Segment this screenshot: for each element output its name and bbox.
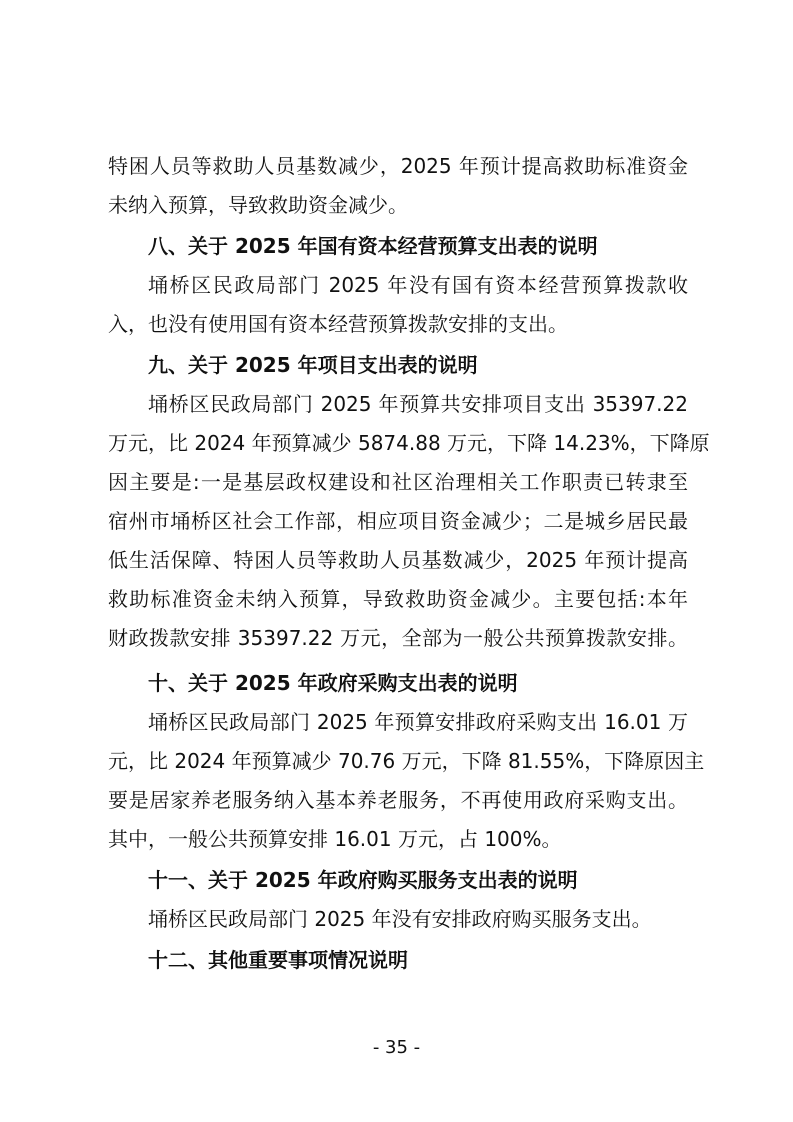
body-line: 埇桥区民政局部门 2025 年预算安排政府采购支出 16.01 万 xyxy=(148,710,688,734)
section-9-heading: 九、关于 2025 年项目支出表的说明 xyxy=(148,353,478,377)
body-line: 救助标准资金未纳入预算，导致救助资金减少。主要包括:本年 xyxy=(108,587,688,611)
section-12-heading: 十二、其他重要事项情况说明 xyxy=(148,948,408,972)
body-line: 埇桥区民政局部门 2025 年没有安排政府购买服务支出。 xyxy=(148,907,652,931)
section-8-heading: 八、关于 2025 年国有资本经营预算支出表的说明 xyxy=(148,234,598,258)
body-line: 宿州市埇桥区社会工作部，相应项目资金减少；二是城乡居民最 xyxy=(108,509,688,533)
body-line: 入，也没有使用国有资本经营预算拨款安排的支出。 xyxy=(108,312,568,336)
body-line: 元，比 2024 年预算减少 70.76 万元，下降 81.55%，下降原因主 xyxy=(108,749,705,773)
page-number: - 35 - xyxy=(372,1037,421,1058)
body-line: 因主要是:一是基层政权建设和社区治理相关工作职责已转隶至 xyxy=(108,470,688,494)
body-line: 未纳入预算，导致救助资金减少。 xyxy=(108,193,408,217)
body-line: 财政拨款安排 35397.22 万元，全部为一般公共预算拨款安排。 xyxy=(108,626,688,650)
body-line: 其中，一般公共预算安排 16.01 万元，占 100%。 xyxy=(108,827,562,851)
body-line: 埇桥区民政局部门 2025 年没有国有资本经营预算拨款收 xyxy=(148,273,688,297)
body-line: 特困人员等救助人员基数减少，2025 年预计提高救助标准资金 xyxy=(108,154,688,178)
body-line: 万元，比 2024 年预算减少 5874.88 万元，下降 14.23%，下降原 xyxy=(108,431,710,455)
body-line: 埇桥区民政局部门 2025 年预算共安排项目支出 35397.22 xyxy=(148,392,688,416)
body-line: 要是居家养老服务纳入基本养老服务，不再使用政府采购支出。 xyxy=(108,788,688,812)
section-11-heading: 十一、关于 2025 年政府购买服务支出表的说明 xyxy=(148,868,578,892)
body-line: 低生活保障、特困人员等救助人员基数减少，2025 年预计提高 xyxy=(108,548,688,572)
section-10-heading: 十、关于 2025 年政府采购支出表的说明 xyxy=(148,671,518,695)
